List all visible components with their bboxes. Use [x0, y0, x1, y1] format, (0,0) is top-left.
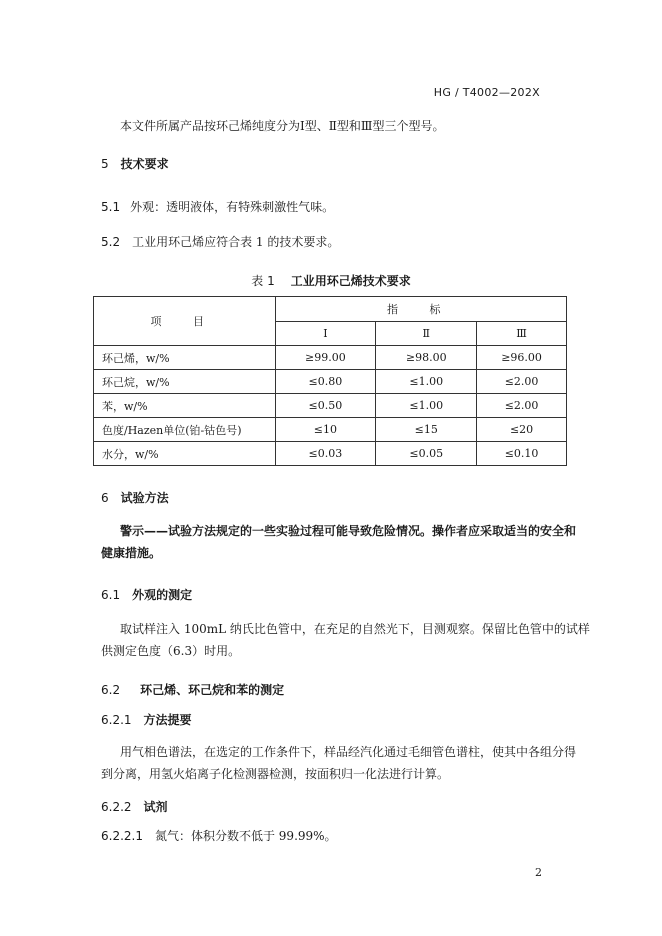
table-row: [94, 442, 567, 466]
clause-number: 5.1: [101, 200, 121, 214]
paragraph-line: 用气相色谱法，在选定的工作条件下，样品经汽化通过毛细管色谱柱，使其中各组分得: [120, 745, 577, 759]
clause-text: 氮气：体积分数不低于 99.99%。: [154, 829, 337, 843]
clause-5-1: [101, 198, 334, 215]
clause-number: 6.2.2.1: [101, 829, 143, 843]
row-value: ≤0.10: [477, 442, 567, 466]
row-value: ≤2.00: [477, 394, 567, 418]
row-value: ≥99.00: [275, 346, 376, 370]
row-item: 苯，w/%: [94, 394, 276, 418]
intro-paragraph: 本文件所属产品按环己烯纯度分为Ⅰ型、Ⅱ型和Ⅲ型三个型号。: [120, 119, 445, 133]
row-value: ≤0.05: [376, 442, 477, 466]
row-value: ≤20: [477, 418, 567, 442]
section-6-2-1-paragraph: [101, 741, 576, 785]
grade-header: Ⅲ: [477, 322, 567, 346]
document-code: HG / T4002—202X: [433, 86, 540, 99]
row-value: ≤0.03: [275, 442, 376, 466]
row-value: ≥98.00: [376, 346, 477, 370]
table-row: [94, 394, 567, 418]
section-title: 环己烯、环己烷和苯的测定: [140, 683, 285, 697]
section-title: 外观的测定: [132, 588, 193, 602]
section-5-heading: [101, 155, 169, 172]
table-row: [94, 370, 567, 394]
section-6-heading: [101, 489, 169, 506]
section-6-1-paragraph: [101, 618, 590, 662]
clause-number: 5.2: [101, 235, 121, 249]
section-6-2-heading: [101, 681, 284, 698]
section-title: 技术要求: [120, 157, 169, 171]
section-6-2-1-heading: [101, 711, 192, 728]
paragraph-line: 供测定色度（6.3）时用。: [101, 644, 241, 658]
clause-text: 工业用环己烯应符合表 1 的技术要求。: [132, 235, 340, 249]
row-value: ≤1.00: [376, 394, 477, 418]
section-number: 6.2: [101, 683, 121, 697]
row-value: ≤2.00: [477, 370, 567, 394]
row-value: ≤0.50: [275, 394, 376, 418]
page-number: 2: [535, 866, 542, 879]
section-number: 6.1: [101, 588, 121, 602]
row-value: ≤1.00: [376, 370, 477, 394]
grade-header: Ⅱ: [376, 322, 477, 346]
section-6-2-2-heading: [101, 798, 168, 815]
clause-6-2-2-1: [101, 827, 337, 844]
section-6-1-heading: [101, 586, 192, 603]
clause-text: 外观：透明液体，有特殊刺激性气味。: [130, 200, 335, 214]
clause-5-2: [101, 233, 339, 250]
technical-requirements-table: [93, 296, 567, 466]
table-caption-title: 工业用环己烯技术要求: [290, 274, 411, 288]
row-item: 水分，w/%: [94, 442, 276, 466]
section-title: 方法提要: [143, 713, 192, 727]
warning-line: 健康措施。: [101, 546, 162, 560]
paragraph-line: 到分离，用氢火焰离子化检测器检测，按面积归一化法进行计算。: [101, 767, 450, 781]
table-header-row: [94, 297, 567, 322]
column-header-item: 项 目: [94, 297, 276, 346]
table-caption: [0, 272, 662, 289]
warning-line: 警示——试验方法规定的一些实验过程可能导致危险情况。操作者应采取适当的安全和: [120, 524, 577, 538]
row-value: ≤0.80: [275, 370, 376, 394]
column-header-index: 指 标: [275, 297, 567, 322]
row-value: ≤10: [275, 418, 376, 442]
table-row: [94, 346, 567, 370]
grade-header: Ⅰ: [275, 322, 376, 346]
row-item: 环己烯，w/%: [94, 346, 276, 370]
section-number: 5: [101, 157, 109, 171]
row-value: ≥96.00: [477, 346, 567, 370]
row-value: ≤15: [376, 418, 477, 442]
paragraph-line: 取试样注入 100mL 纳氏比色管中，在充足的自然光下，目测观察。保留比色管中的试样: [120, 622, 590, 636]
section-title: 试验方法: [120, 491, 169, 505]
table-caption-number: 表 1: [251, 274, 275, 288]
table-row: [94, 418, 567, 442]
row-item: 环己烷，w/%: [94, 370, 276, 394]
section-number: 6.2.1: [101, 713, 132, 727]
section-number: 6.2.2: [101, 800, 132, 814]
row-item: 色度/Hazen单位(铂-钴色号): [94, 418, 276, 442]
section-title: 试剂: [143, 800, 168, 814]
warning-paragraph: [101, 520, 576, 564]
section-number: 6: [101, 491, 109, 505]
